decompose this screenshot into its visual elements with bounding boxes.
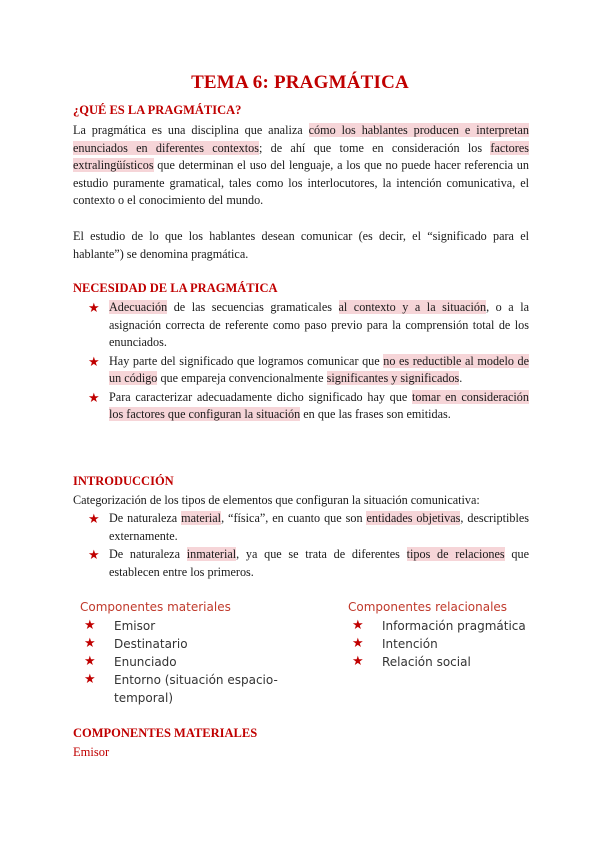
text: , ya que se trata de diferentes [236, 547, 407, 561]
text: que empareja convencionalmente [157, 371, 327, 385]
text: , “física”, en cuanto que son [221, 511, 367, 525]
star-icon: ★ [84, 672, 96, 687]
text: que establecen entre los primeros. [109, 547, 530, 579]
highlight: cómo los hablantes producen e interpretan enunciados en diferentes contextos [73, 123, 529, 155]
heading-introduccion: INTRODUCCIÓN [73, 474, 174, 488]
list-item [88, 353, 529, 388]
heading-necesidad: NECESIDAD DE LA PRAGMÁTICA [73, 281, 278, 295]
list-item [352, 617, 552, 635]
highlight: al contexto y a la situación [338, 300, 487, 314]
text: en que las frases son emitidas. [300, 407, 451, 421]
text: Para caracterizar adecuadamente dicho significado hay que [109, 389, 412, 404]
highlight: inmaterial [186, 547, 237, 561]
item-label: Entorno (situación espacio-temporal) [114, 673, 278, 705]
list-item [88, 510, 529, 545]
relacionales-title: Componentes relacionales [348, 600, 508, 614]
page-title: TEMA 6: PRAGMÁTICA [191, 72, 409, 93]
star-icon: ★ [352, 654, 364, 669]
star-icon: ★ [84, 636, 96, 651]
highlight: entidades objetivas [366, 511, 461, 525]
heading-que-es: ¿QUÉ ES LA PRAGMÁTICA? [73, 103, 242, 117]
text: La pragmática es una disciplina que analiza [73, 123, 309, 137]
highlight: no es reductible al modelo de un código [109, 353, 529, 385]
materiales-title: Componentes materiales [80, 600, 231, 614]
item-label: Información pragmática [382, 619, 526, 633]
relacionales-list [352, 617, 552, 671]
list-item [84, 671, 334, 705]
materiales-list [84, 617, 334, 705]
text: De naturaleza [109, 511, 182, 525]
item-label: Intención [382, 637, 438, 651]
list-item [84, 635, 334, 653]
intro-list [88, 510, 529, 582]
text: . [459, 371, 463, 385]
highlight: factores extralingüísticos [73, 140, 529, 172]
highlight: tomar en consideración los factores que configuran la situación [109, 389, 529, 421]
paragraph-intro: Categorización de los tipos de elementos que configuran la situación comunicativa: [73, 493, 480, 507]
star-icon: ★ [88, 300, 100, 315]
list-item [88, 299, 529, 352]
text: , o a la asignación correcta de referente como paso previo para la comprensión total de los enunciados. [109, 300, 530, 349]
list-item [88, 389, 529, 424]
text: que determinan el uso del lenguaje, a los que no puede hacer referencia un estudio puramente gramatical, tales como los interlocutores, la intención comunicativa, el contexto o el conocimiento del mundo. [73, 158, 529, 207]
star-icon: ★ [84, 618, 96, 633]
text: ; de ahí que tome en consideración los [258, 140, 491, 155]
list-item [352, 635, 552, 653]
text: Hay parte del significado que logramos comunicar que [109, 353, 384, 368]
necesidad-list [88, 299, 529, 425]
text: de las secuencias gramaticales [167, 300, 339, 314]
paragraph-definicion [73, 122, 529, 210]
item-label: Emisor [114, 619, 156, 633]
text: De naturaleza [109, 547, 187, 561]
star-icon: ★ [84, 654, 96, 669]
highlight: Adecuación [109, 300, 168, 314]
highlight: material [181, 511, 222, 525]
item-label: Enunciado [114, 655, 177, 669]
highlight: tipos de relaciones [406, 547, 505, 561]
star-icon: ★ [88, 389, 100, 405]
text: , descriptibles externamente. [109, 511, 529, 543]
star-icon: ★ [88, 511, 100, 526]
list-item [84, 617, 334, 635]
heading-componentes-materiales: COMPONENTES MATERIALES [73, 726, 258, 740]
star-icon: ★ [352, 618, 364, 633]
list-item [88, 546, 529, 581]
highlight: significantes y significados [326, 371, 460, 385]
list-item [352, 653, 552, 671]
star-icon: ★ [352, 636, 364, 651]
item-label: Destinatario [114, 637, 188, 651]
star-icon: ★ [88, 547, 100, 562]
item-label: Relación social [382, 655, 471, 669]
paragraph-significado: El estudio de lo que los hablantes desean comunicar (es decir, el “significado para el hablante”) se denomina pragmática. [73, 229, 529, 261]
subheading-emisor: Emisor [73, 745, 110, 759]
list-item [84, 653, 334, 671]
star-icon: ★ [88, 353, 100, 369]
